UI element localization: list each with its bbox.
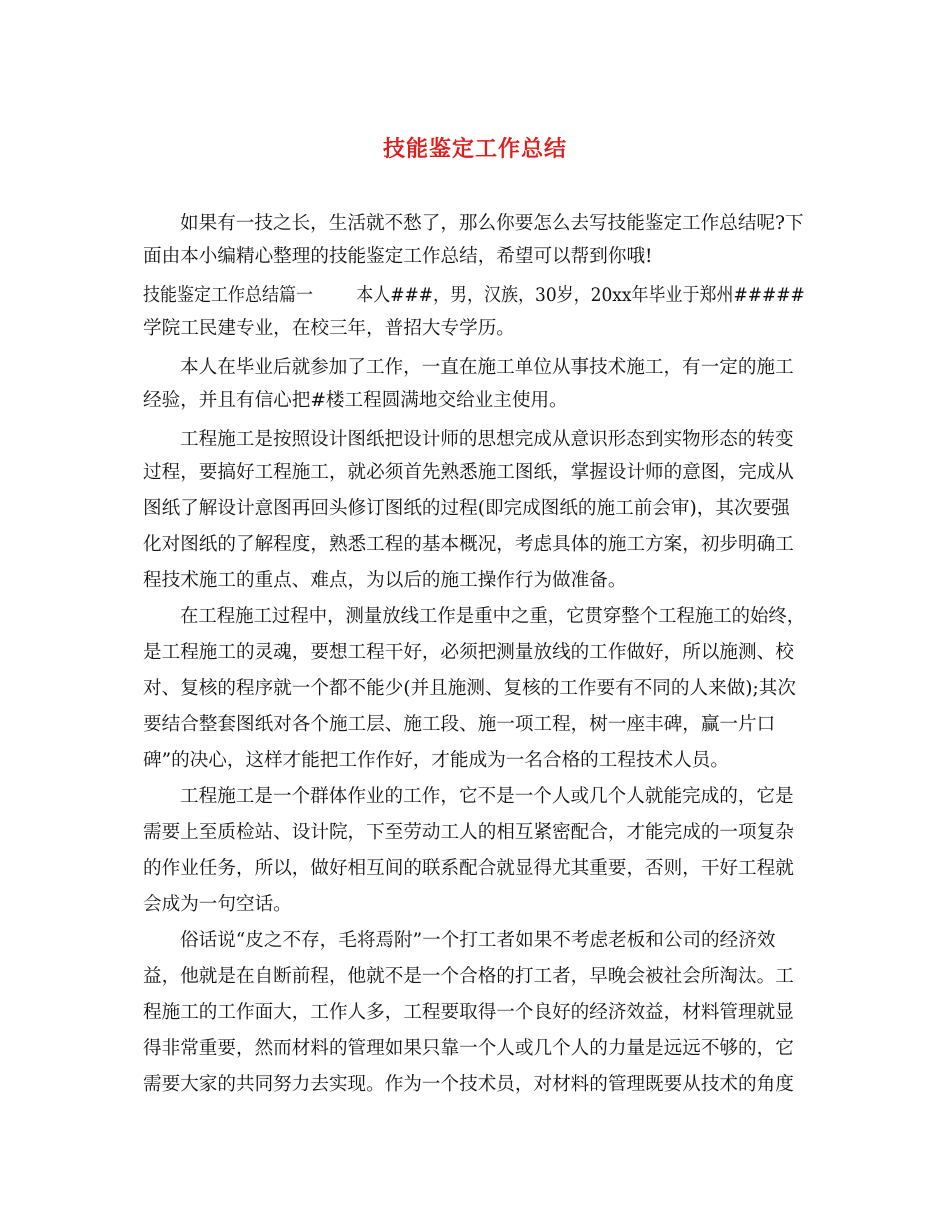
- text-line: 面由本小编精心整理的技能鉴定工作总结，希望可以帮到你哦!: [143, 246, 653, 267]
- text-line: 工程施工是一个群体作业的工作，它不是一个人或几个人就能完成的，它是: [180, 786, 794, 807]
- text-line: 经验，并且有信心把#楼工程圆满地交给业主使用。: [143, 390, 568, 411]
- text-line: 对、复核的程序就一个都不能少(并且施测、复核的工作要有不同的人来做);其次: [143, 678, 796, 699]
- text-line: 技能鉴定工作总结篇一 本人###，男，汉族，30岁，20xx年毕业于郑州#####: [143, 285, 805, 306]
- text-line: 学院工民建专业，在校三年，普招大专学历。: [143, 318, 515, 339]
- text-line: 程技术施工的重点、难点，为以后的施工操作行为做准备。: [143, 570, 627, 591]
- text-line: 过程，要搞好工程施工，就必须首先熟悉施工图纸，掌握设计师的意图，完成从: [143, 462, 794, 483]
- text-line: 益，他就是在自断前程，他就不是一个合格的打工者，早晚会被社会所淘汰。工: [143, 966, 794, 987]
- text-line: 图纸了解设计意图再回头修订图纸的过程(即完成图纸的施工前会审)，其次要强: [143, 498, 790, 519]
- text-line: 碑”的决心，这样才能把工作作好，才能成为一名合格的工程技术人员。: [143, 750, 729, 771]
- text-line: 程施工的工作面大，工作人多，工程要取得一个良好的经济效益，材料管理就显: [143, 1002, 794, 1023]
- text-line: 本人在毕业后就参加了工作，一直在施工单位从事技术施工，有一定的施工: [180, 357, 794, 378]
- text-line: 俗话说“皮之不存，毛将焉附”一个打工者如果不考虑老板和公司的经济效: [180, 930, 776, 951]
- document-title: 技能鉴定工作总结: [382, 137, 567, 162]
- text-line: 如果有一技之长，生活就不愁了，那么你要怎么去写技能鉴定工作总结呢?下: [180, 213, 804, 234]
- text-line: 需要上至质检站、设计院，下至劳动工人的相互紧密配合，才能完成的一项复杂: [143, 822, 794, 843]
- text-line: 要结合整套图纸对各个施工层、施工段、施一项工程，树一座丰碑，赢一片口: [143, 714, 776, 735]
- text-line: 得非常重要，然而材料的管理如果只靠一个人或几个人的力量是远远不够的，它: [143, 1038, 794, 1059]
- text-line: 工程施工是按照设计图纸把设计师的思想完成从意识形态到实物形态的转变: [180, 429, 794, 450]
- text-line: 在工程施工过程中，测量放线工作是重中之重，它贯穿整个工程施工的始终，: [180, 606, 806, 627]
- text-line: 需要大家的共同努力去实现。作为一个技术员，对材料的管理既要从技术的角度: [143, 1074, 794, 1095]
- text-line: 会成为一句空话。: [143, 894, 292, 915]
- text-line: 的作业任务，所以，做好相互间的联系配合就显得尤其重要，否则，干好工程就: [143, 858, 794, 879]
- text-line: 化对图纸的了解程度，熟悉工程的基本概况，考虑具体的施工方案，初步明确工: [143, 534, 794, 555]
- text-line: 是工程施工的灵魂，要想工程干好，必须把测量放线的工作做好，所以施测、校: [143, 642, 794, 663]
